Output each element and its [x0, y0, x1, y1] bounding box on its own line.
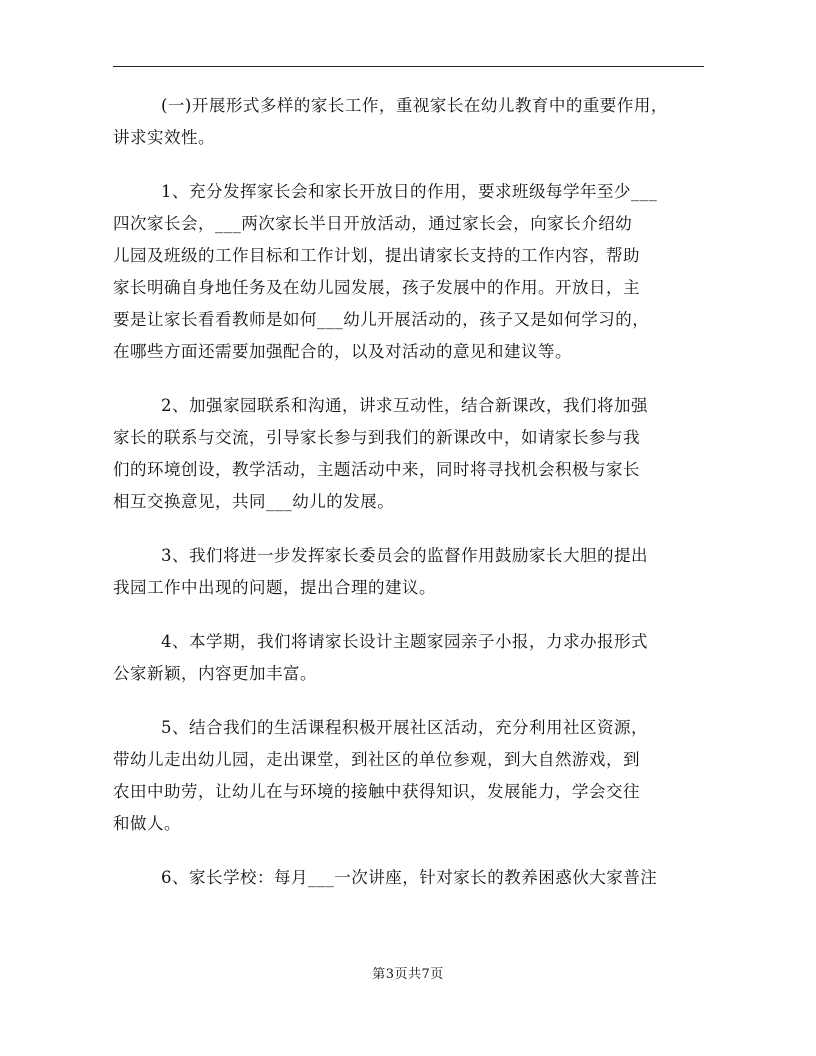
paragraph-line: 四次家长会，___两次家长半日开放活动，通过家长会，向家长介绍幼	[113, 214, 633, 233]
paragraph-6	[113, 712, 713, 840]
document-body	[113, 90, 713, 916]
paragraph-5	[113, 626, 713, 690]
paragraph-line: 4、本学期，我们将请家长设计主题家园亲子小报，力求办报形式	[161, 632, 648, 651]
paragraph-line: 家长明确自身地任务及在幼儿园发展，孩子发展中的作用。开放日，主	[113, 278, 640, 297]
paragraph-line: 我园工作中出现的问题，提出合理的建议。	[113, 578, 436, 597]
paragraph-line: 农田中助劳，让幼儿在与环境的接触中获得知识，发展能力，学会交往	[113, 782, 640, 801]
paragraph-line: (一)开展形式多样的家长工作，重视家长在幼儿教育中的重要作用，	[161, 96, 668, 115]
paragraph-line: 6、家长学校：每月___一次讲座，针对家长的教养困惑伙大家普注	[161, 868, 658, 887]
paragraph-7	[113, 862, 713, 894]
paragraph-line: 带幼儿走出幼儿园，走出课堂，到社区的单位参观，到大自然游戏，到	[113, 750, 640, 769]
paragraph-line: 和做人。	[113, 814, 181, 833]
paragraph-line: 公家新颖，内容更加丰富。	[113, 664, 317, 683]
paragraph-4	[113, 540, 713, 604]
header-rule	[113, 66, 704, 67]
paragraph-1	[113, 90, 713, 154]
paragraph-line: 要是让家长看看教师是如何___幼儿开展活动的，孩子又是如何学习的，	[113, 310, 650, 329]
paragraph-line: 相互交换意见，共同___幼儿的发展。	[113, 492, 395, 511]
paragraph-line: 5、结合我们的生活课程积极开展社区活动，充分利用社区资源，	[161, 718, 648, 737]
paragraph-3	[113, 390, 713, 518]
paragraph-line: 在哪些方面还需要加强配合的，以及对活动的意见和建议等。	[113, 342, 572, 361]
paragraph-line: 们的环境创设，教学活动，主题活动中来，同时将寻找机会积极与家长	[113, 460, 640, 479]
page-number-footer: 第3页共7页	[372, 967, 444, 982]
paragraph-line: 家长的联系与交流，引导家长参与到我们的新课改中，如请家长参与我	[113, 428, 640, 447]
paragraph-line: 讲求实效性。	[113, 128, 215, 147]
paragraph-line: 3、我们将进一步发挥家长委员会的监督作用鼓励家长大胆的提出	[161, 546, 648, 565]
paragraph-line: 2、加强家园联系和沟通，讲求互动性，结合新课改，我们将加强	[161, 396, 648, 415]
paragraph-2	[113, 176, 713, 368]
paragraph-line: 1、充分发挥家长会和家长开放日的作用，要求班级每学年至少___	[161, 182, 658, 201]
paragraph-line: 儿园及班级的工作目标和工作计划，提出请家长支持的工作内容，帮助	[113, 246, 640, 265]
